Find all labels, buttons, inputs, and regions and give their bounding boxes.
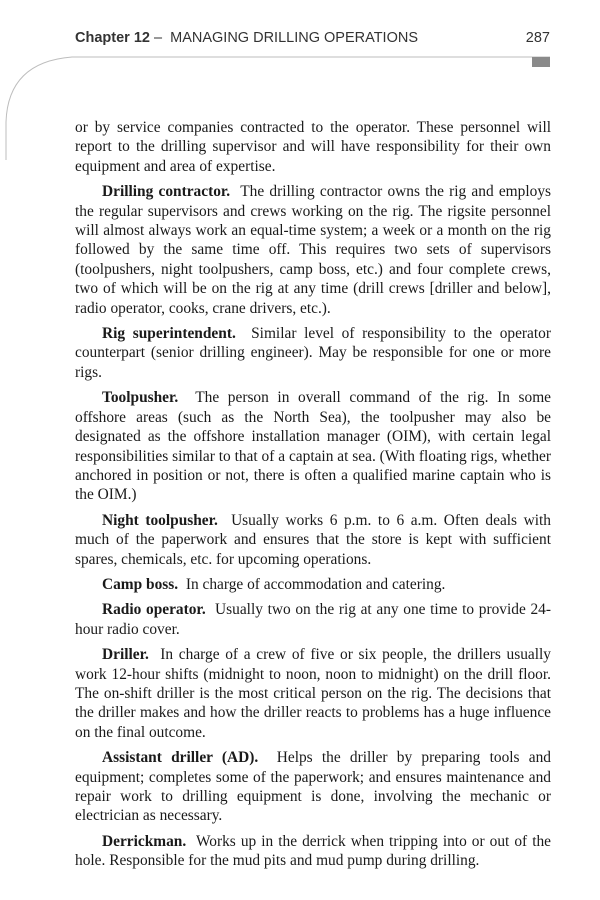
paragraph-rig-superintendent (75, 324, 551, 382)
paragraph-text: In charge of a crew of five or six people, the drillers usually work 12-hour shifts (midnight to noon, noon to midnight) on the drill floor. The on-shift driller is the most critical person on the rig. The decisions that the driller makes and how the driller reacts to problems has a huge influence on the final outcome. (75, 646, 551, 741)
paragraph-text: The drilling contractor owns the rig and employs the regular supervisors and crews working on the rig. The rigsite personnel will almost always work an equal-time system; a week or a month on the rig followed by the same time off. This requires two sets of supervisors (toolpushers, night toolpushers, camp boss, etc.) and four complete crews, two of which will be on the rig at any time (drill crews [driller and below], radio operator, cooks, crane drivers, etc.). (75, 183, 551, 317)
chapter-title: MANAGING DRILLING OPERATIONS (170, 30, 419, 46)
paragraph-text: Helps the driller by preparing tools and equipment; completes some of the paperwork; and ensures maintenance and repair work to drilling equipment is done, involving the mechanic or electrician as necessary. (75, 749, 551, 825)
paragraph-term: Camp boss. (102, 575, 179, 593)
paragraph-text: In charge of accommodation and catering. (185, 575, 446, 593)
page-number: 287 (525, 30, 550, 46)
paragraph-driller (75, 645, 551, 742)
paragraph-text: Usually two on the rig at any one time to provide 24-hour radio cover. (75, 601, 551, 638)
paragraph-text: Works up in the derrick when tripping into or out of the hole. Responsible for the mud pits and mud pump during drilling. (75, 832, 551, 870)
header-separator: – (153, 30, 163, 46)
paragraph-term: Assistant driller (AD). (102, 749, 259, 767)
body-text (75, 118, 551, 877)
paragraph-text: Similar level of responsibility to the operator counterpart (senior drilling engineer). May be responsible for one or more rigs. (75, 325, 551, 381)
paragraph-term: Drilling contractor. (102, 183, 231, 201)
paragraph-camp-boss (75, 575, 551, 594)
paragraph-term: Driller. (102, 646, 149, 664)
paragraph-term: Rig superintendent. (102, 325, 236, 343)
paragraph-term: Radio operator. (102, 601, 206, 619)
paragraph-night-toolpusher (75, 511, 551, 569)
paragraph-text: Usually works 6 p.m. to 6 a.m. Often deals with much of the paperwork and ensures that the store is kept with sufficient spares, chemicals, etc. for upcoming operations. (75, 511, 551, 568)
paragraph-text: The person in overall command of the rig. In some offshore areas (such as the North Sea), the toolpusher may also be designated as the offshore installation manager (OIM), with certain legal responsibilities similar to that of a captain at sea. (With floating rigs, whether anchored in position or not, there is often a qualified marine captain who is the OIM.) (75, 389, 551, 504)
paragraph-continued (75, 118, 551, 176)
chapter-number: Chapter 12 (75, 30, 150, 46)
paragraph-toolpusher (75, 388, 551, 504)
paragraph-drilling-contractor (75, 182, 551, 318)
paragraph-radio-operator (75, 600, 551, 639)
paragraph-term: Toolpusher. (102, 389, 179, 407)
paragraph-term: Night toolpusher. (102, 511, 218, 529)
paragraph-derrickman (75, 832, 551, 871)
paragraph-assistant-driller (75, 748, 551, 826)
paragraph-text: or by service companies contracted to the operator. These personnel will report to the drilling supervisor and will have responsibility for their own equipment and area of expertise. (75, 119, 551, 175)
corner-tab-marker (532, 57, 550, 67)
paragraph-term: Derrickman. (102, 832, 187, 850)
